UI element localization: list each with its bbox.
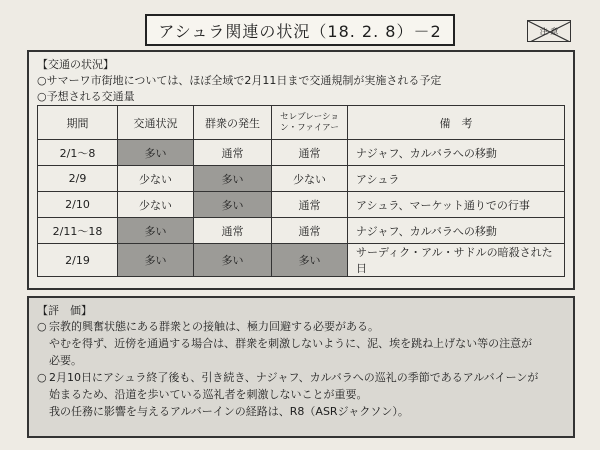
header-celebration-line1: セレブレーショ [280,111,339,122]
evaluation-text: やむを得ず、近傍を通過する場合は、群衆を刺激しないように、泥、埃を跳ね上げない等の注意が [49,337,533,350]
header-remarks: 備 考 [348,106,565,140]
crowd-cell: 多い [194,166,272,192]
evaluation-item [37,369,567,386]
remarks-cell: サーディク・アル・サドルの暗殺された日 [348,244,565,277]
header-celebration-fire [272,106,348,140]
remarks-cell: ナジャフ、カルバラへの移動 [348,140,565,166]
evaluation-text: 宗教的興奮状態にある群衆との接触は、極力回避する必要がある。 [49,320,379,333]
caution-stamp [527,20,571,42]
traffic-table [37,105,565,277]
celebration-fire-cell: 通常 [272,140,348,166]
traffic-cell: 少ない [118,166,194,192]
crowd-cell: 通常 [194,140,272,166]
evaluation-text: 我の任務に影響を与えるアルバーインの経路は、R8（ASRジャクソン）。 [49,405,409,418]
traffic-bullet-volume: ○予想される交通量 [37,90,135,103]
remarks-cell: アシュラ、マーケット通りでの行事 [348,192,565,218]
header-crowd: 群衆の発生 [194,106,272,140]
period-cell: 2/19 [38,244,118,277]
table-row [38,218,565,244]
evaluation-heading: 【評 価】 [37,304,92,317]
traffic-panel [27,50,575,290]
table-header-row [38,106,565,140]
table-row [38,140,565,166]
celebration-fire-cell: 通常 [272,218,348,244]
page-title [145,14,455,46]
remarks-cell: ナジャフ、カルバラへの移動 [348,218,565,244]
evaluation-panel [27,296,575,438]
period-cell: 2/10 [38,192,118,218]
table-row [38,166,565,192]
period-cell: 2/9 [38,166,118,192]
crowd-cell: 多い [194,244,272,277]
bullet-mark: ○ [37,371,47,384]
traffic-bullet-regulation: ○サマーワ市街地については、ほぼ全域で2月11日まで交通規制が実施される予定 [37,74,442,87]
period-cell: 2/1～8 [38,140,118,166]
remarks-cell: アシュラ [348,166,565,192]
stamp-text: 注 意 [539,26,559,36]
traffic-cell: 少ない [118,192,194,218]
crowd-cell: 多い [194,192,272,218]
celebration-fire-cell: 多い [272,244,348,277]
traffic-cell: 多い [118,218,194,244]
header-celebration-line2: ン・ファイアー [280,122,339,133]
traffic-cell: 多い [118,140,194,166]
table-row [38,244,565,277]
header-period: 期間 [38,106,118,140]
table-row [38,192,565,218]
evaluation-item [37,318,567,335]
header-traffic: 交通状況 [118,106,194,140]
traffic-heading: 【交通の状況】 [37,58,114,71]
crowd-cell: 通常 [194,218,272,244]
celebration-fire-cell: 通常 [272,192,348,218]
page-title-text: アシュラ関連の状況（18. 2. 8）－2 [158,21,442,41]
evaluation-text: 2月10日にアシュラ終了後も、引き続き、ナジャフ、カルバラへの巡礼の季節であるアルバイーンが [49,371,539,384]
celebration-fire-cell: 少ない [272,166,348,192]
traffic-cell: 多い [118,244,194,277]
evaluation-list [37,318,567,420]
evaluation-text: 始まるため、沿道を歩いている巡礼者を刺激しないことが重要。 [49,388,368,401]
period-cell: 2/11～18 [38,218,118,244]
bullet-mark: ○ [37,320,47,333]
evaluation-text: 必要。 [49,354,82,367]
